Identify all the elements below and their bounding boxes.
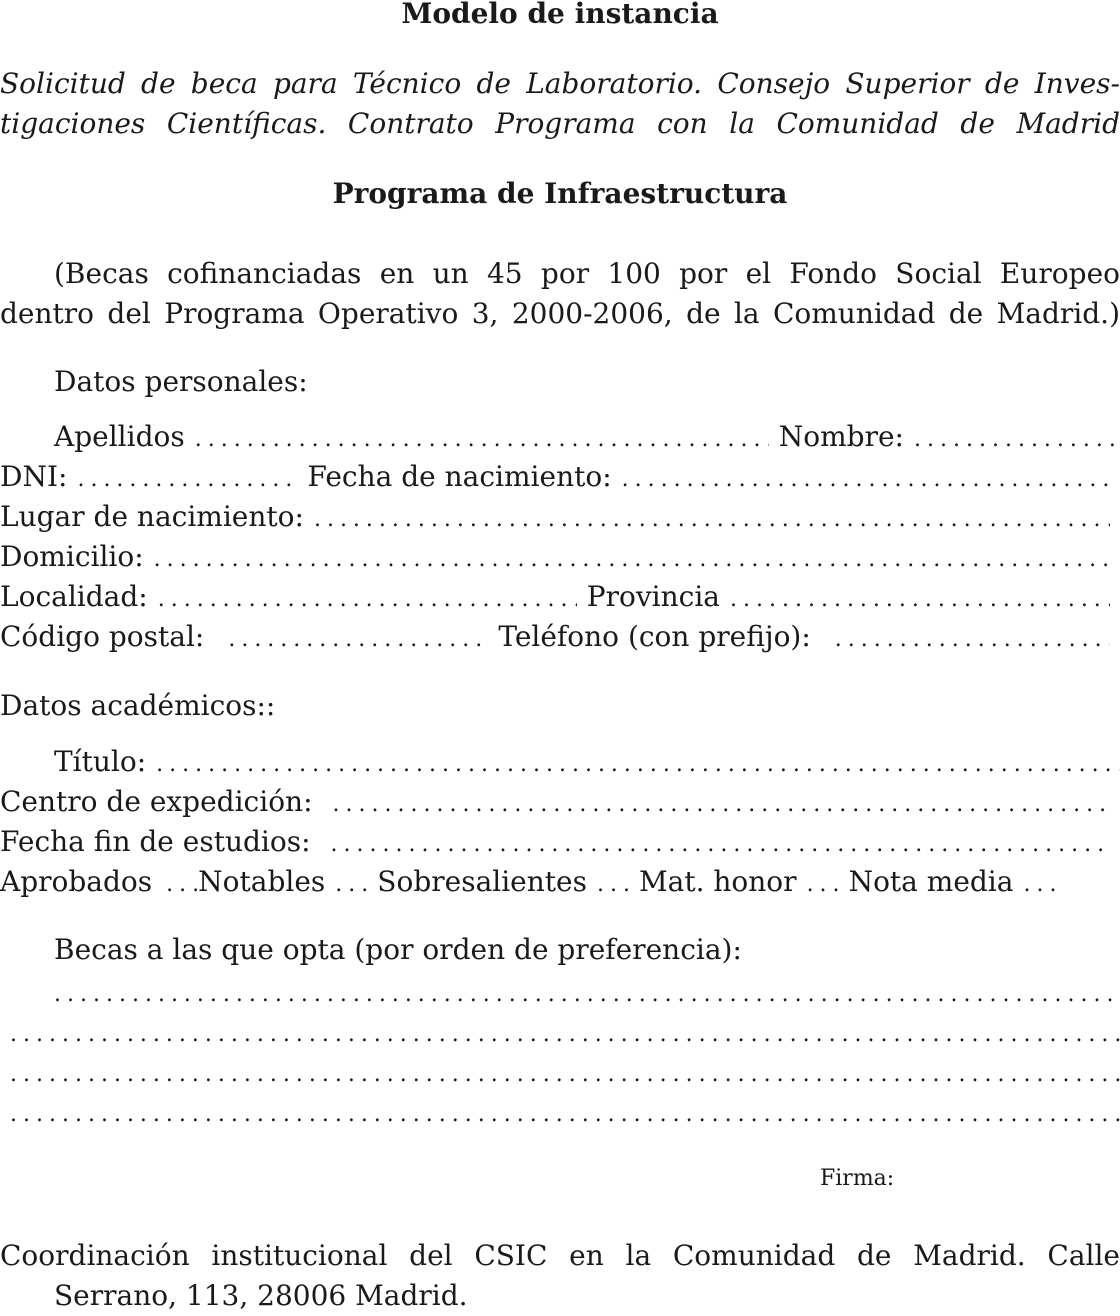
row-codigo-telefono xyxy=(0,620,1120,654)
nota-media-label: Nota media xyxy=(848,865,1014,898)
lugar-nacimiento-label: Lugar de nacimiento: xyxy=(0,500,304,533)
provincia-label: Provincia xyxy=(586,580,720,613)
subtitle-line-2: tigaciones Científicas. Contrato Programa con la Comunidad de Madrid xyxy=(0,107,1120,140)
page-title: Modelo de instancia xyxy=(401,0,719,30)
domicilio-field[interactable] xyxy=(154,547,1110,572)
footer-address-line-1: Coordinación institucional del CSIC en la Comunidad de Madrid. Calle xyxy=(0,1239,1120,1272)
sobresalientes-field[interactable] xyxy=(597,872,629,897)
row-lugar-nacimiento xyxy=(0,500,1120,534)
row-domicilio xyxy=(0,540,1120,574)
apellidos-label: Apellidos xyxy=(54,420,185,453)
funding-note-line-2: dentro del Programa Operativo 3, 2000-2006, de la Comunidad de Madrid.) xyxy=(0,297,1120,330)
row-dni-fecha xyxy=(0,460,1120,494)
program-title: Programa de Infraestructura xyxy=(332,177,788,210)
domicilio-label: Domicilio: xyxy=(0,540,144,573)
row-fecha-fin xyxy=(0,825,1120,859)
aprobados-label: Aprobados xyxy=(0,865,153,898)
sobresalientes-label: Sobresalientes xyxy=(377,865,587,898)
becas-field-2[interactable] xyxy=(10,1022,1120,1047)
fecha-nacimiento-label: Fecha de nacimiento: xyxy=(307,460,612,493)
funding-note-line-1: (Becas cofinanciadas en un 45 por 100 por el Fondo Social Europeo xyxy=(54,257,1120,290)
nombre-field[interactable] xyxy=(914,427,1120,452)
apellidos-field[interactable] xyxy=(195,427,769,452)
telefono-field[interactable] xyxy=(835,627,1110,652)
fecha-fin-field[interactable] xyxy=(331,832,1110,857)
centro-field[interactable] xyxy=(333,792,1110,817)
becas-field-3[interactable] xyxy=(10,1062,1120,1087)
firma-label: Firma: xyxy=(820,1166,895,1191)
notables-field[interactable] xyxy=(335,872,367,897)
academic-data-heading: Datos académicos:: xyxy=(0,689,276,722)
personal-data-heading: Datos personales: xyxy=(54,365,308,398)
row-localidad-provincia xyxy=(0,580,1120,614)
nota-media-field[interactable] xyxy=(1023,872,1055,897)
subtitle-line-1: Solicitud de beca para Técnico de Laboratorio. Consejo Superior de Inves- xyxy=(0,67,1120,100)
becas-line-3 xyxy=(10,1062,1120,1096)
mat-honor-field[interactable] xyxy=(807,872,839,897)
localidad-label: Localidad: xyxy=(0,580,148,613)
becas-line-4 xyxy=(10,1102,1120,1136)
fecha-nacimiento-field[interactable] xyxy=(622,467,1110,492)
notables-label: Notables xyxy=(198,865,326,898)
titulo-label: Título: xyxy=(54,745,147,778)
mat-honor-label: Mat. honor xyxy=(638,865,797,898)
nombre-label: Nombre: xyxy=(778,420,904,453)
becas-line-1 xyxy=(54,982,1120,1016)
titulo-field[interactable] xyxy=(156,752,1120,777)
aprobados-field[interactable] xyxy=(166,872,198,897)
codigo-postal-label: Código postal: xyxy=(0,620,205,653)
lugar-nacimiento-field[interactable] xyxy=(314,507,1110,532)
localidad-field[interactable] xyxy=(158,587,577,612)
provincia-field[interactable] xyxy=(730,587,1110,612)
dni-field[interactable] xyxy=(77,467,297,492)
row-titulo xyxy=(0,745,1120,779)
becas-field-4[interactable] xyxy=(10,1102,1120,1127)
footer-address-line-2: Serrano, 113, 28006 Madrid. xyxy=(54,1279,468,1312)
becas-line-2 xyxy=(10,1022,1120,1056)
fecha-fin-label: Fecha fin de estudios: xyxy=(0,825,311,858)
centro-label: Centro de expedición: xyxy=(0,785,313,818)
codigo-postal-field[interactable] xyxy=(228,627,488,652)
becas-heading: Becas a las que opta (por orden de preferencia): xyxy=(54,933,742,966)
row-apellidos-nombre xyxy=(0,420,1120,454)
telefono-label: Teléfono (con prefijo): xyxy=(498,620,811,653)
becas-field-1[interactable] xyxy=(54,982,1120,1007)
row-centro xyxy=(0,785,1120,819)
row-calificaciones xyxy=(0,865,1120,899)
dni-label: DNI: xyxy=(0,460,68,493)
